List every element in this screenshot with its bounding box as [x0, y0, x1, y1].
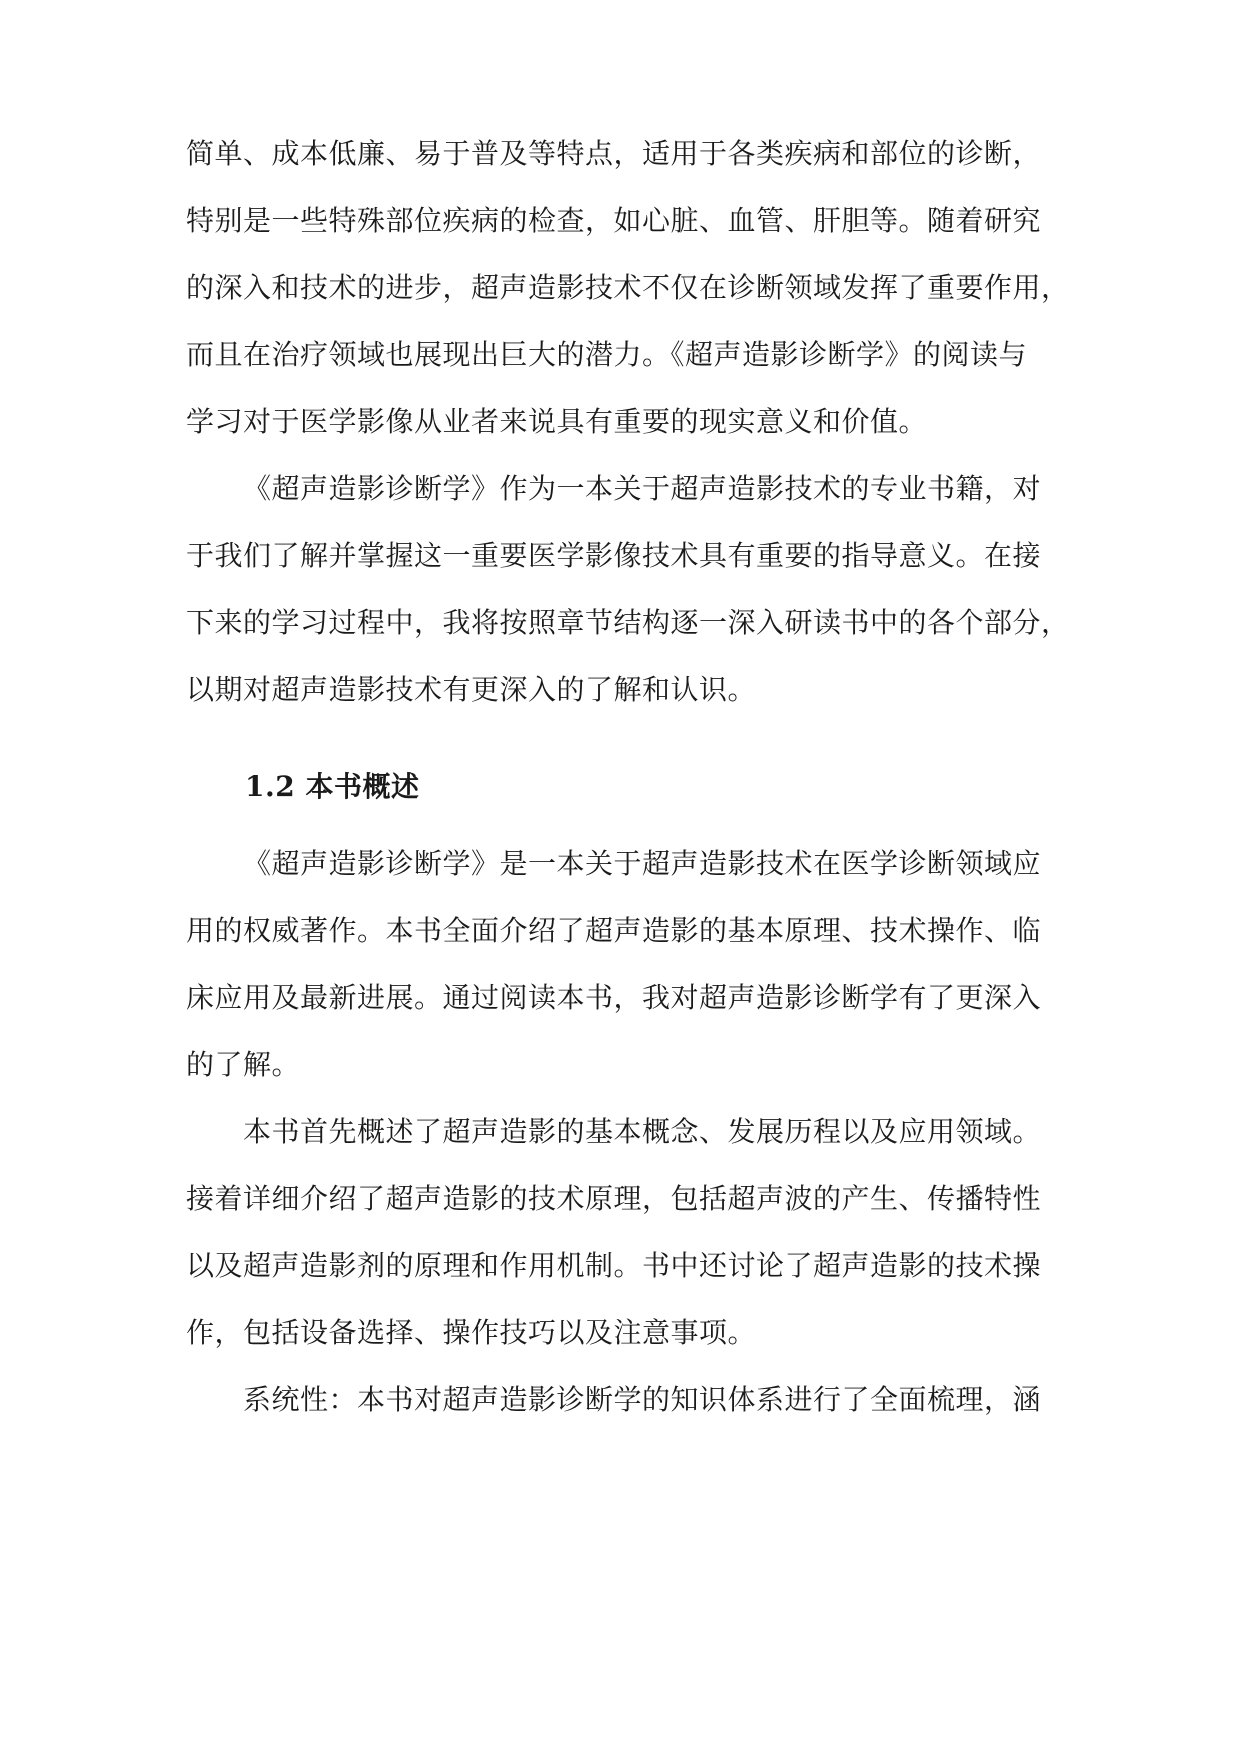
paragraph-4-line-1: 本书首先概述了超声造影的基本概念、发展历程以及应用领域。	[243, 1115, 1042, 1148]
paragraph-4-line-2: 接着详细介绍了超声造影的技术原理，包括超声波的产生、传播特性	[186, 1182, 1042, 1215]
paragraph-3-line-1: 《超声造影诊断学》是一本关于超声造影技术在医学诊断领域应	[243, 847, 1042, 880]
paragraph-2-line-3: 下来的学习过程中，我将按照章节结构逐一深入研读书中的各个部分，	[186, 606, 1070, 639]
paragraph-2-line-2: 于我们了解并掌握这一重要医学影像技术具有重要的指导意义。在接	[186, 539, 1042, 572]
paragraph-1-line-2: 特别是一些特殊部位疾病的检查，如心脏、血管、肝胆等。随着研究	[186, 204, 1042, 237]
paragraph-2-line-1: 《超声造影诊断学》作为一本关于超声造影技术的专业书籍，对	[243, 472, 1042, 505]
paragraph-2-line-4: 以期对超声造影技术有更深入的了解和认识。	[186, 673, 757, 706]
paragraph-4-line-4: 作，包括设备选择、操作技巧以及注意事项。	[186, 1316, 757, 1349]
paragraph-5-line-1: 系统性：本书对超声造影诊断学的知识体系进行了全面梳理，涵	[243, 1383, 1042, 1416]
section-heading: 1.2 本书概述	[245, 770, 420, 803]
paragraph-1-line-5: 学习对于医学影像从业者来说具有重要的现实意义和价值。	[186, 405, 928, 438]
paragraph-3-line-2: 用的权威著作。本书全面介绍了超声造影的基本原理、技术操作、临	[186, 914, 1042, 947]
paragraph-1-line-4: 而且在治疗领域也展现出巨大的潜力。《超声造影诊断学》的阅读与	[186, 338, 1028, 371]
paragraph-1-line-1: 简单、成本低廉、易于普及等特点，适用于各类疾病和部位的诊断，	[186, 137, 1042, 170]
paragraph-3-line-4: 的了解。	[186, 1048, 301, 1081]
paragraph-1-line-3: 的深入和技术的进步，超声造影技术不仅在诊断领域发挥了重要作用，	[186, 271, 1070, 304]
paragraph-3-line-3: 床应用及最新进展。通过阅读本书，我对超声造影诊断学有了更深入	[186, 981, 1042, 1014]
paragraph-4-line-3: 以及超声造影剂的原理和作用机制。书中还讨论了超声造影的技术操	[186, 1249, 1042, 1282]
